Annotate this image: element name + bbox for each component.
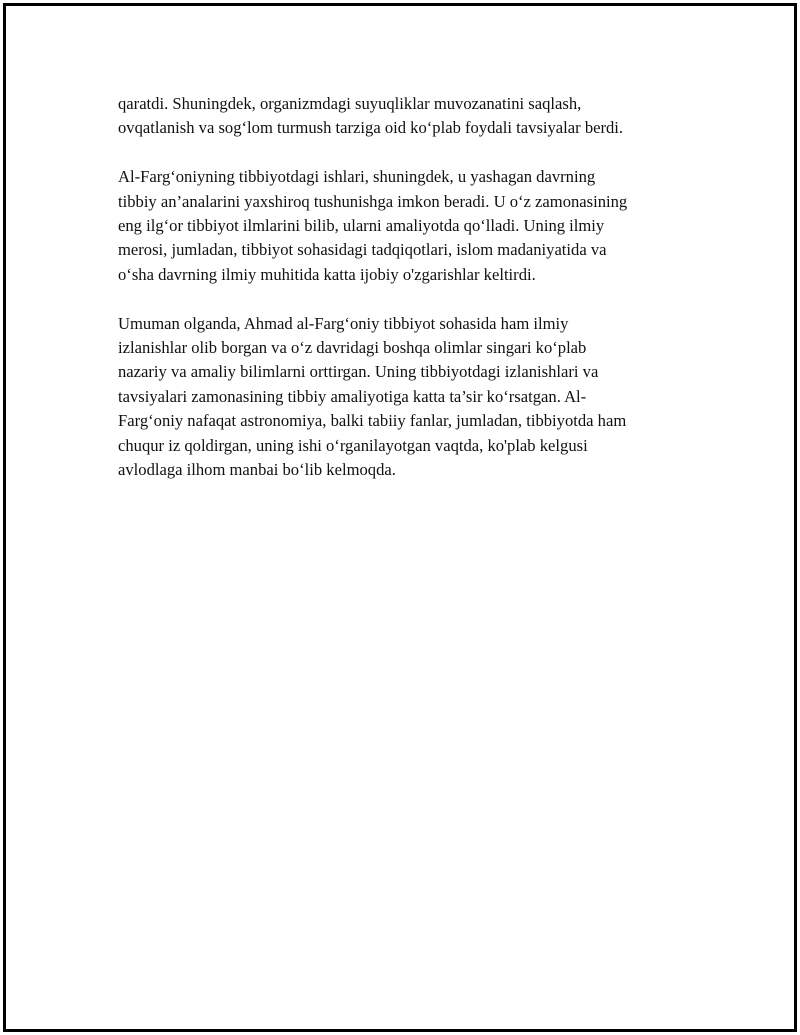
- text-line: qaratdi. Shuningdek, organizmdagi suyuqliklar muvozanatini saqlash,: [118, 94, 582, 113]
- text-line: Al-Farg‘oniyning tibbiyotdagi ishlari, shuningdek, u yashagan davrning: [118, 167, 596, 187]
- text-line: merosi, jumladan, tibbiyot sohasidagi tadqiqotlari, islom madaniyatida va: [118, 240, 607, 260]
- text-line: Umuman olganda, Ahmad al-Farg‘oniy tibbiyot sohasida ham ilmiy: [118, 313, 569, 333]
- text-line: tibbiy an’analarini yaxshiroq tushunishga imkon beradi. U o‘z zamonasining: [118, 191, 628, 211]
- text-line: ovqatlanish va sog‘lom turmush tarziga oid ko‘plab foydali tavsiyalar berdi.: [118, 118, 624, 138]
- text-line: eng ilg‘or tibbiyot ilmlarini bilib, ularni amaliyotda qo‘lladi. Uning ilmiy: [118, 216, 605, 236]
- paragraph-3: [118, 312, 690, 483]
- paragraph-2: [118, 165, 690, 287]
- text-line: nazariy va amaliy bilimlarni orttirgan. Uning tibbiyotdagi izlanishlari va: [118, 362, 599, 382]
- text-line: Farg‘oniy nafaqat astronomiya, balki tabiiy fanlar, jumladan, tibbiyotda ham: [118, 411, 627, 431]
- text-line: tavsiyalari zamonasining tibbiy amaliyotiga katta ta’sir ko‘rsatgan. Al-: [118, 386, 587, 406]
- text-line: chuqur iz qoldirgan, uning ishi o‘rganilayotgan vaqtda, ko'plab kelgusi: [118, 435, 588, 455]
- text-line: izlanishlar olib borgan va o‘z davridagi boshqa olimlar singari ko‘plab: [118, 338, 587, 358]
- document-body: [118, 92, 690, 507]
- paragraph-1: [118, 92, 690, 141]
- text-line: avlodlaga ilhom manbai bo‘lib kelmoqda.: [118, 460, 396, 480]
- text-line: o‘sha davrning ilmiy muhitida katta ijobiy o'zgarishlar keltirdi.: [118, 264, 536, 284]
